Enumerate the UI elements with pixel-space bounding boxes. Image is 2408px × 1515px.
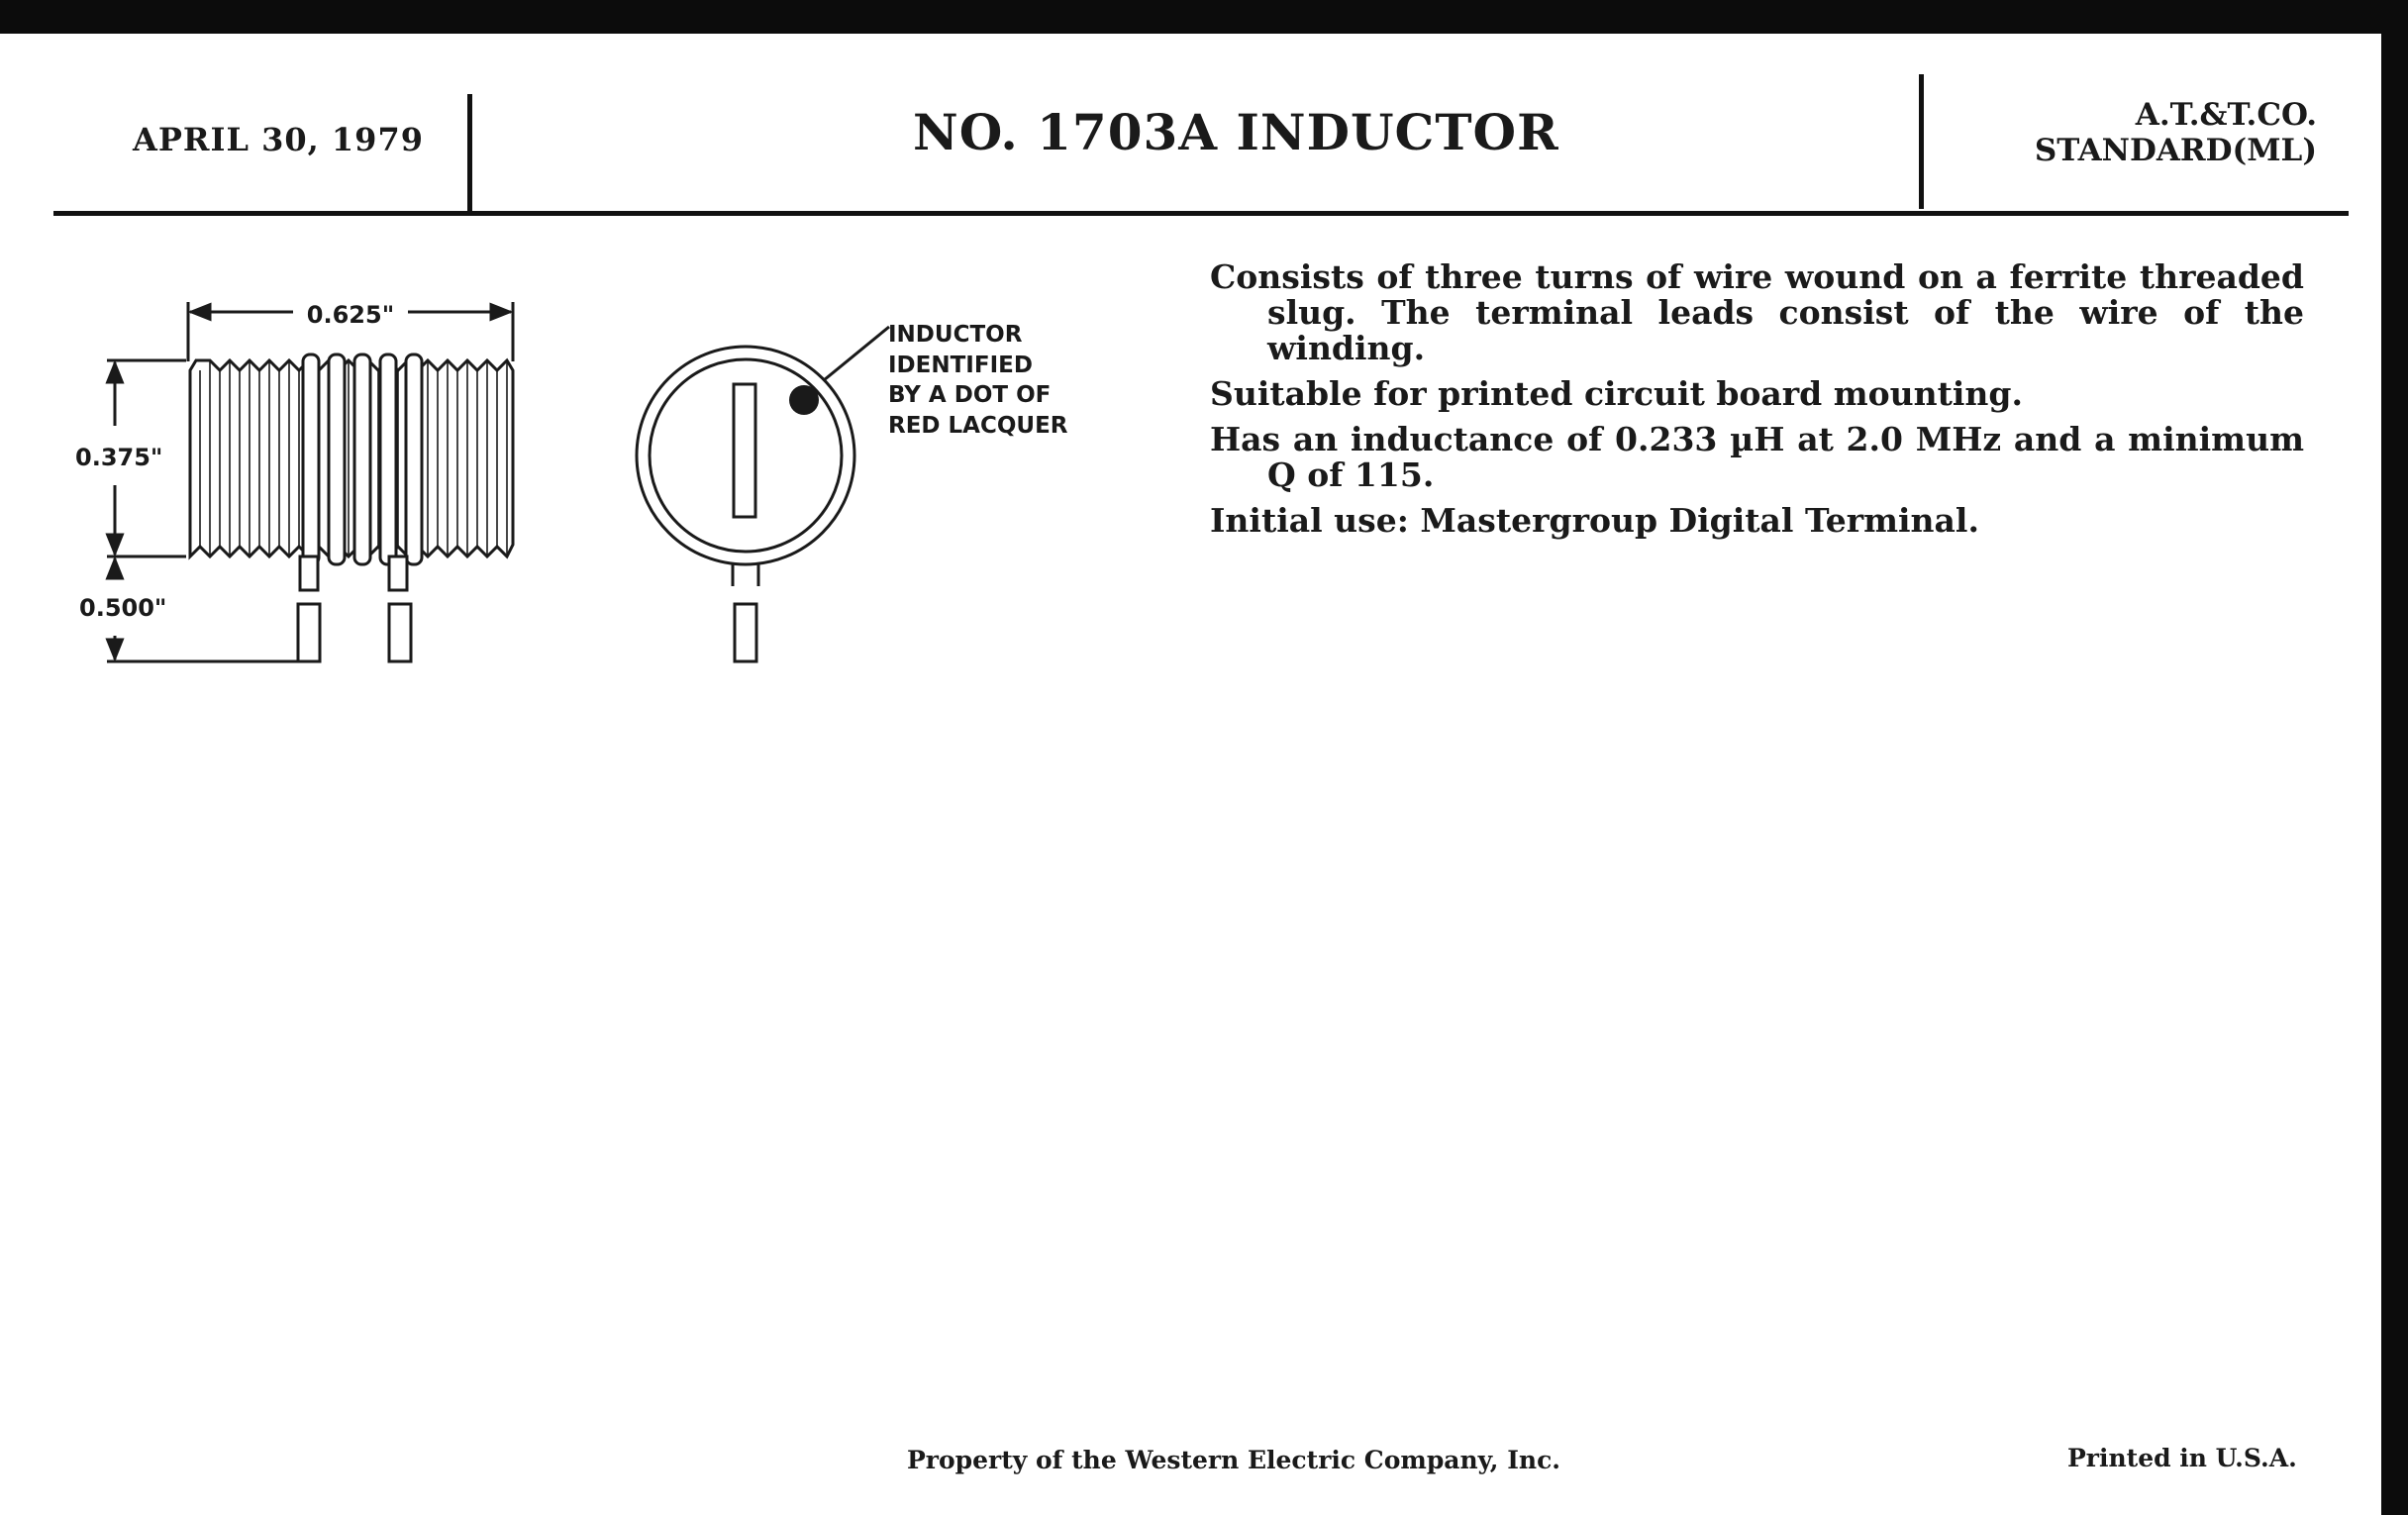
slug-side-view [190, 354, 513, 661]
scan-border-right [2381, 0, 2408, 1515]
header-divider-right [1919, 74, 1924, 209]
standard-line-1: A.T.&T.CO. [2135, 97, 2317, 133]
red-lacquer-dot [789, 385, 819, 415]
standard-block [1970, 97, 2317, 168]
inductor-drawing [59, 277, 1109, 693]
description-paragraph: Suitable for printed circuit board mounting. [1210, 374, 2023, 413]
note-line-3: BY A DOT OF [888, 382, 1052, 408]
scan-border-top [0, 0, 2408, 34]
footer-printed: Printed in U.S.A. [2067, 1444, 2297, 1472]
note-line-1: INDUCTOR [888, 322, 1023, 348]
description-paragraph: Consists of three turns of wire wound on a ferrite threaded slug. The terminal leads consist of the wire of the winding. [1210, 257, 2304, 367]
header-divider-left [467, 94, 472, 215]
description-paragraph: Initial use: Mastergroup Digital Terminal. [1210, 501, 1979, 540]
inductor-note [888, 322, 1068, 439]
note-line-2: IDENTIFIED [888, 353, 1033, 378]
width-dimension [188, 301, 513, 361]
note-line-4: RED LACQUER [888, 413, 1068, 439]
lead-dimension [79, 558, 319, 661]
description [1210, 259, 2304, 549]
slug-end-view [637, 347, 854, 661]
width-dim-label: 0.625" [306, 301, 395, 329]
description-paragraph: Has an inductance of 0.233 µH at 2.0 MHz and a minimum Q of 115. [1210, 420, 2304, 494]
header-date: APRIL 30, 1979 [133, 121, 424, 158]
header-rule [53, 211, 2349, 216]
page-title: NO. 1703A INDUCTOR [913, 103, 1559, 161]
height-dim-label: 0.375" [75, 444, 163, 471]
footer-property: Property of the Western Electric Company, Inc. [907, 1446, 1561, 1474]
standard-line-2: STANDARD(ML) [2034, 133, 2317, 168]
lead-dim-label: 0.500" [79, 594, 167, 622]
height-dimension [75, 360, 186, 556]
